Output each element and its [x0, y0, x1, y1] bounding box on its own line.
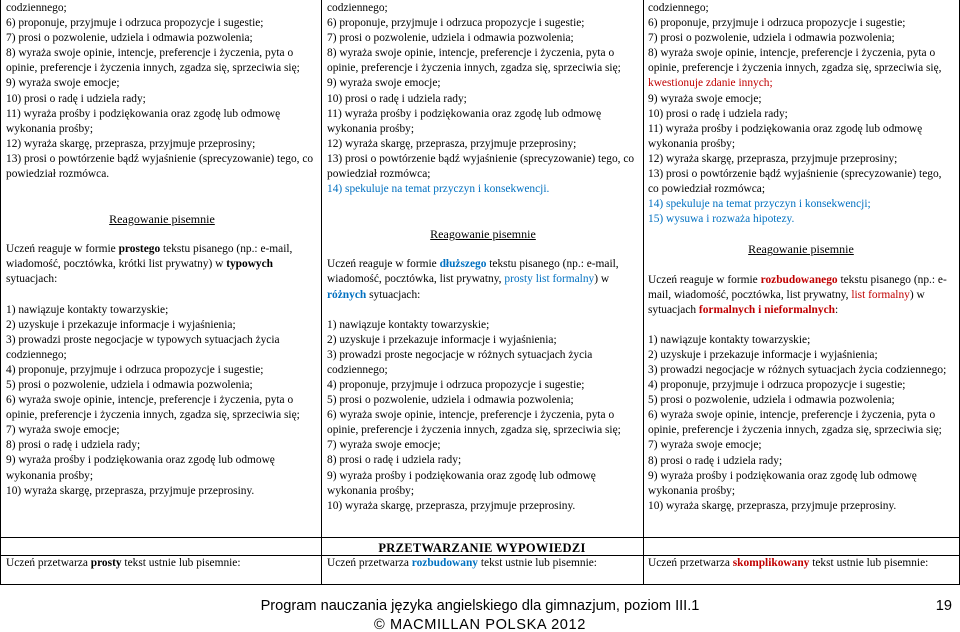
- written-reaction-list: [648, 333, 954, 514]
- section-heading: Reagowanie pisemnie: [109, 212, 215, 227]
- spoken-reaction-list: [327, 1, 639, 182]
- list-item: 5) prosi o pozwolenie, udziela i odmawia pozwolenia;: [327, 394, 574, 407]
- list-item: 7) wyraża swoje emocje;: [648, 439, 762, 452]
- processing-cell-intermediate: Uczeń przetwarza rozbudowany tekst ustnie lub pisemnie:: [327, 557, 597, 569]
- written-reaction-list: [6, 303, 318, 499]
- list-item: 10) wyraża skargę, przeprasza, przyjmuje przeprosiny.: [6, 484, 255, 497]
- list-item: codziennego;: [6, 2, 67, 14]
- list-item: 2) uzyskuje i przekazuje informacje i wyjaśnienia;: [648, 348, 878, 361]
- list-item: 6) wyraża swoje opinie, intencje, preferencje i życzenia, pyta o opinie, preferencje i życzenia innych, zgadza się, sprzeciwia się;: [648, 409, 942, 437]
- footer-program-title: Program nauczania języka angielskiego dla gimnazjum, poziom III.1: [260, 598, 700, 614]
- list-item: 12) wyraża skargę, przeprasza, przyjmuje przeprosiny;: [648, 152, 898, 165]
- column-basic: [6, 1, 318, 499]
- list-item: 4) proponuje, przyjmuje i odrzuca propozycje i sugestie;: [327, 378, 585, 391]
- spoken-reaction-red-note: kwestionuje zdanie innych;: [648, 77, 773, 90]
- list-item: 11) wyraża prośby i podziękowania oraz zgodę lub odmowę wykonania prośby;: [6, 107, 281, 135]
- list-item: 10) wyraża skargę, przeprasza, przyjmuje przeprosiny.: [648, 499, 897, 512]
- list-item: 15) wysuwa i rozważa hipotezy.: [648, 213, 795, 226]
- list-item: 13) prosi o powtórzenie bądź wyjaśnienie (sprecyzowanie) tego, co powiedział rozmówca.: [6, 152, 314, 181]
- list-item: 7) prosi o pozwolenie, udziela i odmawia pozwolenia;: [327, 32, 574, 45]
- writing-intro: Uczeń reaguje w formie rozbudowanego tekstu pisanego (np.: e-mail, wiadomość, pocztówka, list prywatny, list formalny) w sytuacjach formalnych i nieformalnych:: [648, 273, 947, 316]
- list-item: 5) prosi o pozwolenie, udziela i odmawia pozwolenia;: [648, 394, 895, 407]
- list-item: codziennego;: [648, 2, 709, 14]
- list-item: 10) wyraża skargę, przeprasza, przyjmuje przeprosiny.: [327, 499, 576, 512]
- list-item: 6) proponuje, przyjmuje i odrzuca propozycje i sugestie;: [648, 17, 906, 30]
- list-item: 1) nawiązuje kontakty towarzyskie;: [327, 318, 490, 331]
- list-item: 7) prosi o pozwolenie, udziela i odmawia pozwolenia;: [6, 32, 253, 45]
- list-item: 11) wyraża prośby i podziękowania oraz zgodę lub odmowę wykonania prośby;: [648, 122, 923, 150]
- section-banner: PRZETWARZANIE WYPOWIEDZI: [378, 541, 586, 555]
- list-item: 9) wyraża prośby i podziękowania oraz zgodę lub odmowę wykonania prośby;: [648, 469, 917, 497]
- spoken-reaction-list: [648, 1, 954, 76]
- list-item: 2) uzyskuje i przekazuje informacje i wyjaśnienia;: [327, 333, 557, 346]
- list-item: 7) wyraża swoje emocje;: [327, 439, 441, 452]
- list-item: 9) wyraża prośby i podziękowania oraz zgodę lub odmowę wykonania prośby;: [6, 454, 275, 482]
- list-item: 10) prosi o radę i udziela rady;: [6, 92, 146, 105]
- written-reaction-list: [327, 318, 639, 514]
- list-item: 4) proponuje, przyjmuje i odrzuca propozycje i sugestie;: [6, 363, 264, 376]
- spoken-reaction-extra: [327, 182, 639, 197]
- list-item: 8) wyraża swoje opinie, intencje, preferencje i życzenia, pyta o opinie, preferencje i życzenia innych, zgadza się, sprzeciwia się,: [648, 47, 942, 75]
- section-heading: Reagowanie pisemnie: [430, 227, 536, 242]
- list-item: 9) wyraża swoje emocje;: [648, 92, 762, 105]
- table-border-left: [0, 0, 1, 585]
- list-item: 8) prosi o radę i udziela rady;: [648, 454, 783, 467]
- column-intermediate: [327, 1, 639, 514]
- list-item: 14) spekuluje na temat przyczyn i konsekwencji.: [327, 183, 550, 196]
- footer-copyright: © MACMILLAN POLSKA 2012: [374, 617, 586, 632]
- list-item: 8) prosi o radę i udziela rady;: [327, 454, 462, 467]
- column-divider-1: [321, 0, 322, 585]
- list-item: 6) wyraża swoje opinie, intencje, preferencje i życzenia, pyta o opinie, preferencje i życzenia innych, zgadza się, sprzeciwia się;: [327, 409, 621, 437]
- list-item: 3) prowadzi proste negocjacje w różnych sytuacjach życia codziennego;: [327, 348, 593, 376]
- list-item: codziennego;: [327, 2, 388, 14]
- list-item: 9) wyraża swoje emocje;: [6, 77, 120, 90]
- list-item: 14) spekuluje na temat przyczyn i konsekwencji;: [648, 198, 871, 211]
- list-item: 8) wyraża swoje opinie, intencje, preferencje i życzenia, pyta o opinie, preferencje i życzenia innych, zgadza się, sprzeciwia się;: [327, 47, 621, 75]
- section-heading: Reagowanie pisemnie: [748, 242, 854, 257]
- list-item: 10) prosi o radę i udziela rady;: [648, 107, 788, 120]
- processing-cell-advanced: Uczeń przetwarza skomplikowany tekst ustnie lub pisemnie:: [648, 557, 929, 569]
- list-item: 6) wyraża swoje opinie, intencje, preferencje i życzenia, pyta o opinie, preferencje i życzenia innych, zgadza się, sprzeciwia się;: [6, 394, 300, 422]
- list-item: 9) wyraża prośby i podziękowania oraz zgodę lub odmowę wykonania prośby;: [327, 469, 596, 497]
- list-item: 6) proponuje, przyjmuje i odrzuca propozycje i sugestie;: [6, 17, 264, 30]
- writing-intro: Uczeń reaguje w formie prostego tekstu pisanego (np.: e-mail, wiadomość, pocztówka, krótki list prywatny) w typowych sytuacjach:: [6, 243, 293, 286]
- writing-intro: Uczeń reaguje w formie dłuższego tekstu pisanego (np.: e-mail, wiadomość, pocztówka, list prywatny, prosty list formalny) w różnych sytuacjach:: [327, 258, 619, 301]
- row-divider-top: [0, 537, 960, 538]
- list-item: 1) nawiązuje kontakty towarzyskie;: [6, 303, 169, 316]
- list-item: 6) proponuje, przyjmuje i odrzuca propozycje i sugestie;: [327, 17, 585, 30]
- list-item: 13) prosi o powtórzenie bądź wyjaśnienie (sprecyzowanie) tego, co powiedział rozmówca;: [327, 152, 635, 181]
- column-divider-2: [643, 0, 644, 585]
- list-item: 2) uzyskuje i przekazuje informacje i wyjaśnienia;: [6, 318, 236, 331]
- list-item: 1) nawiązuje kontakty towarzyskie;: [648, 333, 811, 346]
- list-item: 8) wyraża swoje opinie, intencje, preferencje i życzenia, pyta o opinie, preferencje i życzenia innych, zgadza się, sprzeciwia się;: [6, 47, 300, 75]
- list-item: 3) prowadzi negocjacje w różnych sytuacjach życia codziennego;: [648, 363, 947, 376]
- list-item: 11) wyraża prośby i podziękowania oraz zgodę lub odmowę wykonania prośby;: [327, 107, 602, 135]
- list-item: 10) prosi o radę i udziela rady;: [327, 92, 467, 105]
- list-item: 4) proponuje, przyjmuje i odrzuca propozycje i sugestie;: [648, 379, 906, 392]
- processing-cell-basic: Uczeń przetwarza prosty tekst ustnie lub pisemnie:: [6, 557, 241, 569]
- list-item: 8) prosi o radę i udziela rady;: [6, 439, 141, 452]
- spoken-reaction-list-continued: [648, 92, 954, 198]
- list-item: 9) wyraża swoje emocje;: [327, 77, 441, 90]
- column-advanced: [648, 1, 954, 514]
- list-item: 12) wyraża skargę, przeprasza, przyjmuje przeprosiny;: [327, 137, 577, 150]
- spoken-reaction-list: [6, 1, 318, 182]
- list-item: 7) wyraża swoje emocje;: [6, 424, 120, 437]
- list-item: 5) prosi o pozwolenie, udziela i odmawia pozwolenia;: [6, 378, 253, 391]
- list-item: 13) prosi o powtórzenie bądź wyjaśnienie (sprecyzowanie) tego, co powiedział rozmówca;: [648, 168, 942, 196]
- list-item: 12) wyraża skargę, przeprasza, przyjmuje przeprosiny;: [6, 137, 256, 150]
- page-number: 19: [935, 598, 952, 614]
- list-item: 7) prosi o pozwolenie, udziela i odmawia pozwolenia;: [648, 32, 895, 45]
- spoken-reaction-extra: [648, 197, 954, 227]
- table-border-bottom: [0, 584, 960, 585]
- list-item: 3) prowadzi proste negocjacje w typowych sytuacjach życia codziennego;: [6, 333, 280, 361]
